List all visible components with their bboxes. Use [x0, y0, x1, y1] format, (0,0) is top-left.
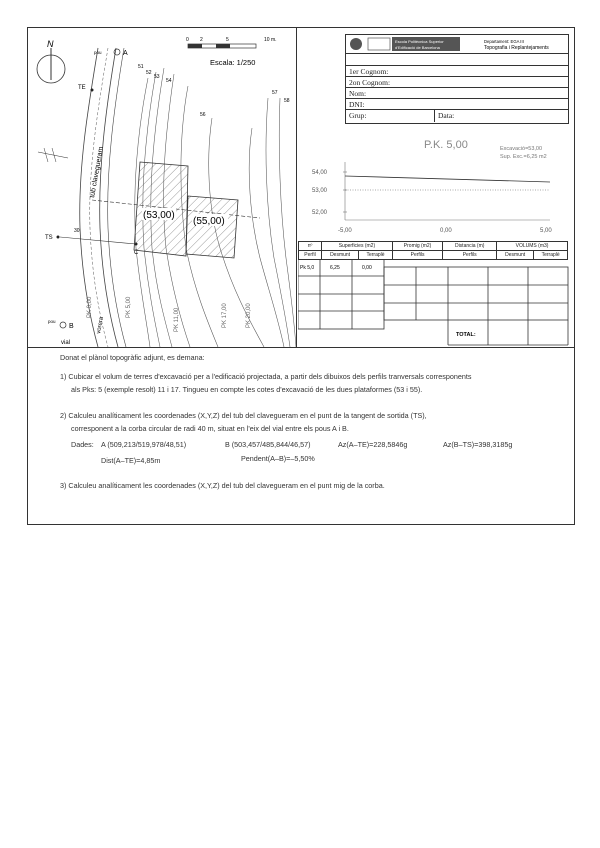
- th-superficies: Superficies (m2): [322, 242, 393, 251]
- te-point-icon: [91, 89, 94, 92]
- header-logo-bar: [346, 35, 568, 53]
- q2-line2: corresponent a la corba circular de radi 40 m, situat en l'eix del vial entre els pous A i B.: [71, 424, 349, 433]
- volumes-table: [298, 241, 568, 260]
- dades-az2: Az(B–TS)=398,3185g: [443, 440, 513, 449]
- school-logo-icon: [368, 38, 390, 50]
- pk-label: PK 17,00: [222, 303, 228, 328]
- volumes-grid: [298, 259, 570, 349]
- contour-label: 53: [154, 74, 160, 80]
- contour-label: 52: [146, 70, 152, 76]
- y-tick: 52,00: [312, 210, 328, 216]
- cognom1-label: 1er Cognom:: [349, 67, 389, 76]
- th-desmunt: Desmunt: [497, 251, 534, 260]
- vorera-line: [108, 48, 126, 347]
- north-label: N: [47, 39, 54, 49]
- header-logos: [346, 35, 568, 53]
- dept-line1: Departament: EGA III: [484, 39, 524, 44]
- th-volums: VOLUMS (m3): [497, 242, 568, 251]
- row1-perfil: Pk 5,0: [300, 265, 315, 271]
- th-perfils: Perfils: [443, 251, 497, 260]
- pk-label: PK 11,00: [174, 307, 180, 332]
- th-promig: Promig (m2): [392, 242, 442, 251]
- contour-label: 54: [166, 78, 172, 84]
- contour-label: 56: [200, 112, 206, 118]
- q3-line: 3) Calculeu analíticament les coordenades (X,Y,Z) del tub del clavegueram en el punt mig de la corba.: [60, 481, 385, 490]
- scale-tick: 0: [186, 37, 189, 43]
- row1-terraple: 0,00: [362, 265, 372, 271]
- data-label: Data:: [434, 110, 454, 122]
- ts-radius-line: [60, 237, 136, 244]
- cognom2-label: 2on Cognom:: [349, 78, 391, 87]
- th-distancia: Distancia (m): [443, 242, 497, 251]
- topographic-map: [28, 28, 296, 347]
- pk-label: PK 5,00: [126, 296, 132, 318]
- ts-label: TS: [45, 235, 53, 241]
- x-tick: 5,00: [540, 228, 552, 234]
- te-label: TE: [78, 85, 86, 91]
- dades-label: Dades:: [71, 440, 94, 449]
- scale-label: Escala: 1/250: [210, 58, 256, 67]
- total-label: TOTAL:: [456, 332, 476, 338]
- results-block: [384, 267, 568, 320]
- profile-excavacio: Excavació=53,00: [500, 146, 543, 152]
- platform-55-area: [186, 196, 238, 258]
- th-terraple: Terraplè: [534, 251, 568, 260]
- pk-label: PK 20,00: [246, 303, 252, 328]
- pou-a-label: pou: [94, 50, 102, 55]
- blank-row: [346, 53, 568, 65]
- school-line2: d'Edificació de Barcelona: [395, 45, 440, 50]
- row1-desmunt: 6,25: [330, 265, 340, 271]
- grup-row[interactable]: [346, 109, 568, 121]
- upc-logo-icon: [350, 38, 362, 50]
- q1-line2: als Pks: 5 (exemple resolt) 11 i 17. Tingueu en compte les cotes d'excavació de les dues plataformes (53 i 55).: [71, 385, 423, 394]
- dades-az1: Az(A–TE)=228,5846g: [338, 440, 408, 449]
- section-marker-icon: [44, 148, 56, 162]
- pou-b-label: pou: [48, 319, 56, 324]
- tub-label: tub clavegueram: [89, 146, 105, 199]
- dades-a: A (509,213/519,978/48,51): [101, 440, 187, 449]
- intro-text: Donat el plànol topogràfic adjunt, es demana:: [60, 353, 205, 362]
- profile-sup: Sup. Exc.=6,25 m2: [500, 154, 547, 160]
- grup-label: Grup:: [349, 111, 367, 120]
- scale-bar-fill: [188, 44, 202, 48]
- scale-tick: 5: [226, 37, 229, 43]
- school-line1: Escola Politècnica Superior: [395, 39, 444, 44]
- contour-label: 51: [138, 64, 144, 70]
- q1-line1: 1) Cubicar el volum de terres d'excavació per a l'edificació projectada, a partir dels dibuixos dels perfils tranversals corresponents: [60, 372, 472, 381]
- platform-53-label: (53,00): [143, 210, 175, 221]
- point-b-label: B: [69, 323, 74, 330]
- pk-label: PK 0,00: [87, 296, 93, 318]
- q2-line1: 2) Calculeu analíticament les coordenades (X,Y,Z) del tub del clavegueram en el punt de la tangent de sortida (TS),: [60, 411, 427, 420]
- scale-tick: 2: [200, 37, 203, 43]
- dades-b: B (503,457/485,844/46,57): [225, 440, 311, 449]
- dades-dist: Dist(A–TE)=4,85m: [101, 456, 161, 465]
- nom-label: Nom:: [349, 89, 367, 98]
- dades-pendent: Pendent(A–B)=–5,50%: [241, 454, 315, 463]
- scale-tick: 10 m.: [264, 37, 277, 43]
- th-desmunt: Desmunt: [322, 251, 359, 260]
- x-tick: 0,00: [440, 228, 452, 234]
- point-a-label: A: [123, 50, 128, 57]
- vial-label: vial: [61, 340, 71, 346]
- x-tick: -5,00: [338, 228, 352, 234]
- th-perfils: Perfils: [392, 251, 442, 260]
- road-edge-line: [100, 48, 118, 347]
- contour-label: 30: [74, 228, 80, 234]
- contour-label: 58: [284, 98, 290, 104]
- section-marker-line: [38, 152, 68, 158]
- th-n: nº: [299, 242, 322, 251]
- scale-bar-fill: [216, 44, 230, 48]
- th-terraple: Terraplè: [359, 251, 393, 260]
- vorera-label: vorera: [96, 316, 105, 335]
- y-tick: 54,00: [312, 170, 328, 176]
- vertical-divider: [296, 27, 297, 347]
- manhole-a-icon: [114, 49, 120, 55]
- th-perfil: Perfil: [299, 251, 322, 260]
- c-label: C: [134, 250, 139, 256]
- platform-55-label: (55,00): [193, 216, 225, 227]
- contour-label: 57: [272, 90, 278, 96]
- student-form: [345, 34, 569, 124]
- profile-pk5: [300, 132, 572, 238]
- dept-line2: Topografia i Replantejaments: [484, 45, 549, 51]
- terrain-line: [345, 176, 550, 182]
- ts-point-icon: [57, 236, 60, 239]
- manhole-b-icon: [60, 322, 66, 328]
- profile-title: P.K. 5,00: [424, 139, 468, 151]
- dni-label: DNI:: [349, 100, 365, 109]
- y-tick: 53,00: [312, 188, 328, 194]
